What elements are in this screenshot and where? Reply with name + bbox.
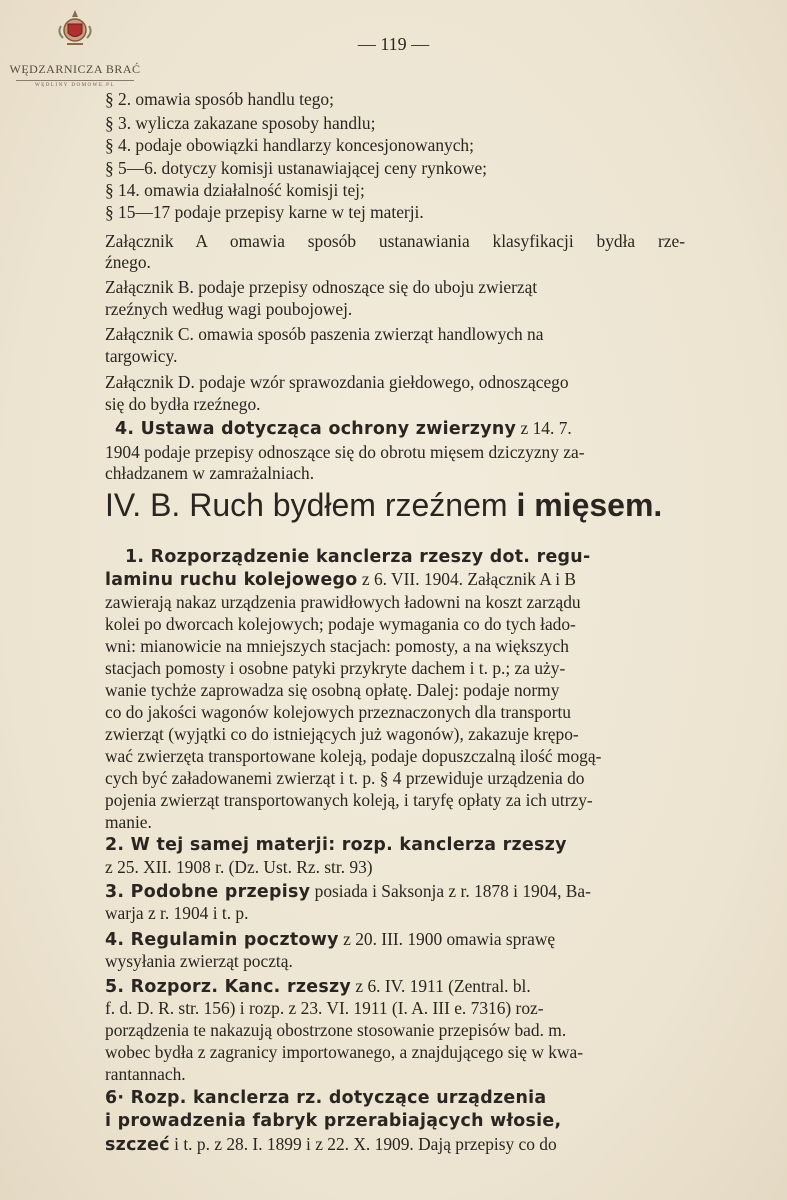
item4-date: z 14. 7. [520, 418, 572, 438]
entry1-body-line: manie. [105, 812, 152, 832]
logo-divider [16, 80, 134, 81]
entry1-body-line: co do jakości wagonów kolejowych przeznaczonych dla transportu [105, 702, 572, 722]
entry4-rest: z 20. III. 1900 omawia sprawę [343, 929, 556, 949]
logo-tagline: WĘDLINY DOMOWE.PL [34, 83, 116, 88]
entry5-rest: z 6. IV. 1911 (Zentral. bl. [355, 976, 531, 996]
entry6-title: 6· Rozp. kanclerza rz. dotyczące urządzenia [105, 1088, 547, 1108]
entry1-title-cont: laminu ruchu kolejowego [105, 570, 358, 590]
entry6-title-end: szczeć [105, 1135, 170, 1155]
entry6-line3 [105, 1133, 557, 1156]
annex-c-line2: targowicy. [105, 346, 178, 366]
section-line: § 4. podaje obowiązki handlarzy koncesjonowanych; [105, 135, 474, 155]
entry5-title: 5. Rozporz. Kanc. rzeszy [105, 977, 352, 997]
entry3-line1 [105, 880, 591, 903]
page-number: — 119 — [357, 34, 430, 54]
heading-text: IV. B. Ruch bydłem rzeźnem [105, 487, 508, 523]
entry5-line1 [105, 975, 531, 998]
entry1-body-line: stacjach pomosty i osobne patyki przykryte dachem i t. p.; za uży- [105, 658, 566, 678]
annex-b-line2: rzeźnych według wagi poubojowej. [105, 299, 353, 319]
entry4-line2: wysyłania zwierząt pocztą. [105, 951, 293, 971]
heading-bold: i mięsem. [516, 487, 663, 523]
annex-b-line1: Załącznik B. podaje przepisy odnoszące się do uboju zwierząt [105, 277, 538, 297]
section-heading [105, 487, 685, 523]
entry4-title: 4. Regulamin pocztowy [105, 930, 339, 950]
entry1-body-line: wanie tychże zaprowadza się osobną opłatę. Dalej: podaje normy [105, 680, 560, 700]
annex-a-line2: źnego. [105, 252, 151, 272]
annex-c-line1: Załącznik C. omawia sposób paszenia zwierząt handlowych na [105, 324, 544, 344]
entry6-rest: i t. p. z 28. I. 1899 i z 22. X. 1909. Dają przepisy co do [174, 1134, 557, 1154]
annex-d-line1: Załącznik D. podaje wzór sprawozdania giełdowego, odnoszącego [105, 372, 569, 392]
entry5-body-line: f. d. D. R. str. 156) i rozp. z 23. VI. 1911 (I. A. III e. 7316) roz- [105, 998, 544, 1018]
item4-line2: 1904 podaje przepisy odnoszące się do obrotu mięsem dziczyzny za- [105, 442, 585, 462]
logo-name: WĘDZARNICZA BRAĆ [9, 62, 141, 76]
section-line: § 5—6. dotyczy komisji ustanawiającej ceny rynkowe; [105, 158, 488, 178]
item4-line3: chładzanem w zamrażalniach. [105, 463, 315, 483]
entry6-title-cont: i prowadzenia fabryk przerabiających włosie, [105, 1111, 562, 1131]
entry1-date: z 6. VII. 1904. Załącznik A i B [361, 569, 577, 589]
annex-d-line2: się do bydła rzeźnego. [105, 394, 261, 414]
entry5-body-line: rantannach. [105, 1064, 186, 1084]
entry1-body-line: wać zwierzęta transportowane koleją, podaje dopuszczalną ilość mogą- [105, 746, 602, 766]
entry1-title: 1. Rozporządzenie kanclerza rzeszy dot. regu- [125, 547, 591, 567]
section-line: § 15—17 podaje przepisy karne w tej materji. [105, 202, 424, 222]
entry4-line1 [105, 928, 555, 951]
annex-a-line1: Załącznik A omawia sposób ustanawiania klasyfikacji bydła rze- [105, 231, 685, 251]
entry1-body-line: cych być załadowanemi zwierząt i t. p. § 4 przewiduje urządzenia do [105, 768, 585, 788]
entry3-line2: warja z r. 1904 i t. p. [105, 903, 249, 923]
entry3-title: 3. Podobne przepisy [105, 882, 311, 902]
section-line: § 3. wylicza zakazane sposoby handlu; [105, 113, 376, 133]
item4-title: 4. Ustawa dotycząca ochrony zwierzyny [115, 419, 517, 439]
entry2-line2: z 25. XII. 1908 r. (Dz. Ust. Rz. str. 93) [105, 857, 373, 877]
entry5-body-line: porządzenia te nakazują obostrzone stosowanie przepisów bad. m. [105, 1020, 567, 1040]
section-line: § 14. omawia działalność komisji tej; [105, 180, 365, 200]
section-line: § 2. omawia sposób handlu tego; [105, 89, 334, 109]
entry2-title: 2. W tej samej materji: rozp. kanclerza rzeszy [105, 835, 567, 855]
entry5-body-line: wobec bydła z zagranicy importowanego, a znajdującego się w kwa- [105, 1042, 584, 1062]
entry1-body-line: zawierają nakaz urządzenia prawidłowych ładowni na koszt zarządu [105, 592, 581, 612]
item4-line1 [115, 417, 572, 440]
entry1-body-line: pojenia zwierząt transportowanych koleją, i taryfę opłaty za ich utrzy- [105, 790, 593, 810]
entry1-body-line: zwierząt (wyjątki co do istniejących już wagonów), zakazuje krępo- [105, 724, 579, 744]
entry1-body-line: wni: mianowicie na mniejszych stacjach: pomosty, a na większych [105, 636, 569, 656]
entry1-line2 [105, 568, 576, 591]
entry1-body-line: kolei po dworcach kolejowych; podaje wymagania co do tych łado- [105, 614, 576, 634]
entry3-rest: posiada i Saksonja z r. 1878 i 1904, Ba- [314, 881, 591, 901]
